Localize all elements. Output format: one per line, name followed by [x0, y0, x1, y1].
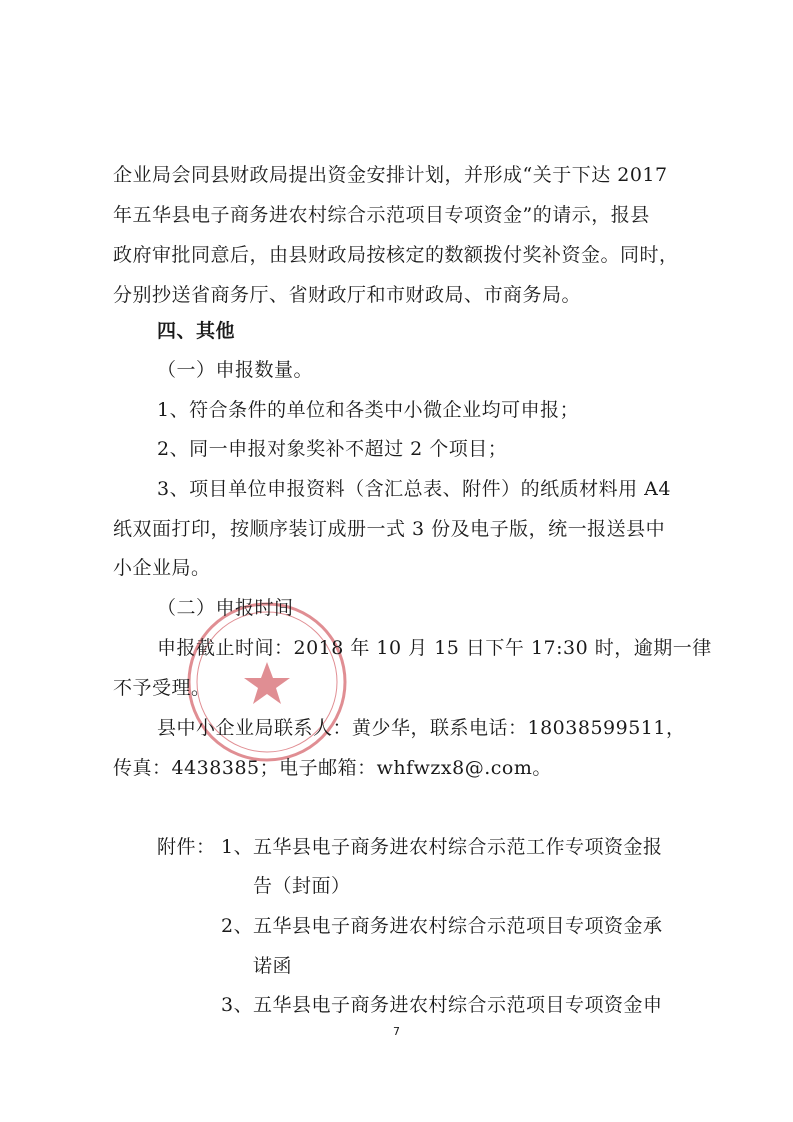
deadline-text: 申报截止时间：2018 年 10 月 15 日下午 17:30 时，逾期一律: [157, 637, 712, 659]
list-item: 2、同一申报对象奖补不超过 2 个项目；: [157, 438, 508, 460]
section-heading: 四、其他: [157, 320, 236, 342]
list-item-continuation: 小企业局。: [113, 557, 211, 579]
attachment-title-continuation: 告（封面）: [253, 875, 351, 897]
subsection-heading: （二）申报时间: [157, 597, 294, 619]
attachment-number: 2、: [221, 915, 254, 937]
list-item-continuation: 纸双面打印，按顺序装订成册一式 3 份及电子版，统一报送县中: [113, 518, 666, 540]
paragraph-line: 政府审批同意后，由县财政局按核定的数额拨付奖补资金。同时，: [113, 244, 679, 266]
page-number: 7: [393, 1025, 400, 1038]
paragraph-line: 企业局会同县财政局提出资金安排计划，并形成“关于下达 2017: [113, 164, 668, 186]
attachments-label: 附件：: [157, 836, 216, 858]
list-item: 1、符合条件的单位和各类中小微企业均可申报；: [157, 399, 580, 421]
attachment-title: 五华县电子商务进农村综合示范项目专项资金申: [253, 994, 663, 1016]
list-item: 3、项目单位申报资料（含汇总表、附件）的纸质材料用 A4: [157, 478, 671, 500]
deadline-text: 不予受理。: [113, 677, 211, 699]
contact-text: 传真：4438385；电子邮箱：whfwzx8@.com。: [113, 757, 552, 779]
attachment-title-continuation: 诺函: [253, 955, 293, 977]
attachment-number: 3、: [221, 994, 254, 1016]
attachment-title: 五华县电子商务进农村综合示范工作专项资金报: [253, 836, 663, 858]
attachment-title: 五华县电子商务进农村综合示范项目专项资金承: [253, 915, 663, 937]
paragraph-line: 分别抄送省商务厅、省财政厅和市财政局、市商务局。: [113, 284, 582, 306]
paragraph-line: 年五华县电子商务进农村综合示范项目专项资金”的请示，报县: [113, 204, 650, 226]
attachment-number: 1、: [221, 836, 254, 858]
subsection-heading: （一）申报数量。: [157, 359, 314, 381]
contact-text: 县中小企业局联系人：黄少华，联系电话：18038599511，: [157, 717, 686, 739]
